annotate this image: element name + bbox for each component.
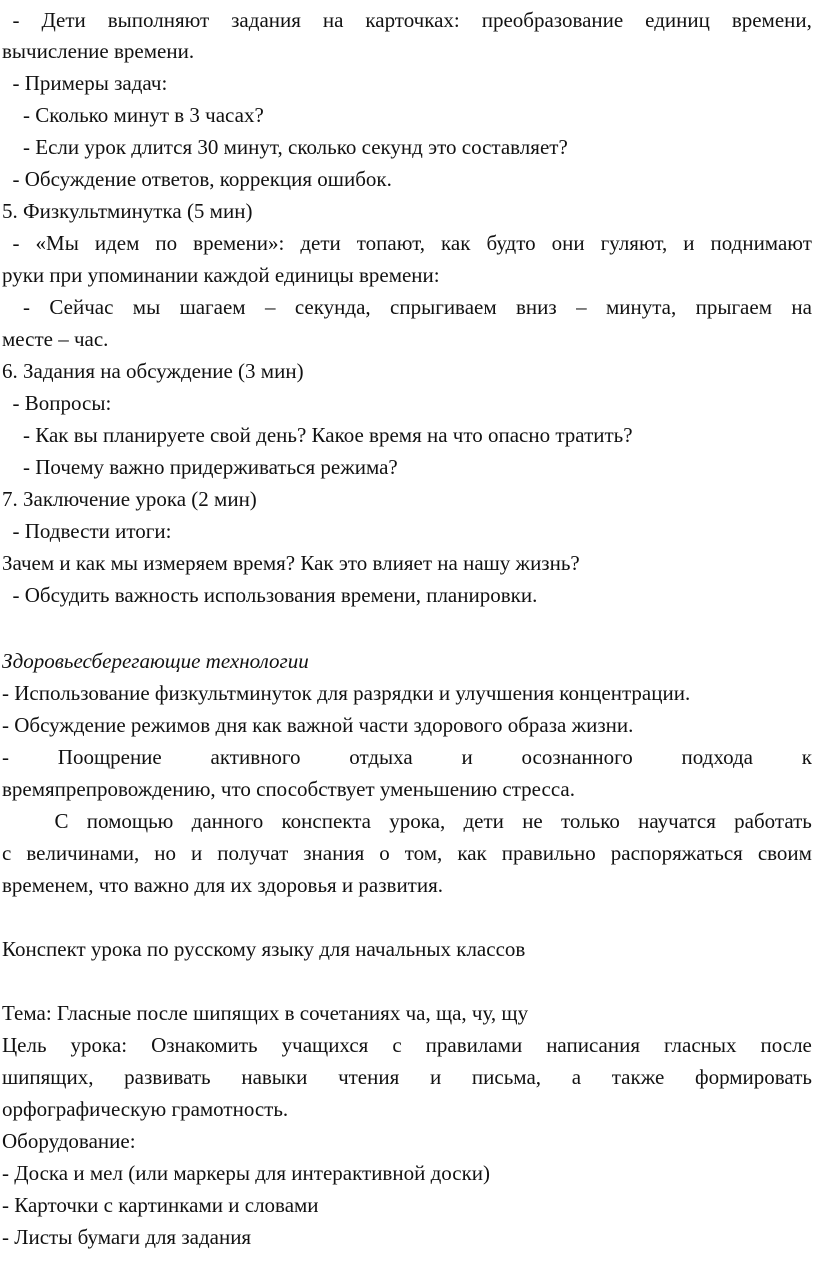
word: урока, <box>389 809 446 833</box>
word: активного <box>210 745 301 769</box>
text-line: - Подвести итоги: <box>2 519 172 543</box>
word: по <box>155 231 178 255</box>
text-line: - Использование физкультминуток для разрядки и улучшения концентрации. <box>2 681 691 705</box>
text-line <box>2 1030 812 1060</box>
word: прыгаем <box>695 295 772 319</box>
word: данного <box>191 809 264 833</box>
word: единиц <box>645 8 710 32</box>
word: шипящих, <box>2 1065 94 1089</box>
word: идем <box>94 231 140 255</box>
word: Сейчас <box>49 295 114 319</box>
word: на <box>322 8 344 32</box>
word: топают, <box>356 231 426 255</box>
text-line: - Как вы планируете свой день? Какое время на что опасно тратить? <box>2 423 633 447</box>
lesson-topic: Тема: Гласные после шипящих в сочетаниях ча, ща, чу, щу <box>2 1001 529 1025</box>
word: шагаем <box>179 295 246 319</box>
text-line: - Примеры задач: <box>2 71 168 95</box>
word: как <box>457 841 487 865</box>
word: правильно <box>501 841 596 865</box>
word: и <box>191 841 203 865</box>
text-line <box>2 228 812 258</box>
word: - <box>2 231 20 255</box>
word: они <box>551 231 585 255</box>
word: - <box>2 8 20 32</box>
word: времени, <box>731 8 812 32</box>
word: распоряжаться <box>610 841 743 865</box>
text-line: вычисление времени. <box>2 39 195 63</box>
list-item: - Доска и мел (или маркеры для интерактивной доски) <box>2 1161 491 1185</box>
word: и <box>683 231 695 255</box>
word: Дети <box>41 8 86 32</box>
word: на <box>791 295 812 319</box>
word: навыки <box>241 1065 308 1089</box>
word: правилами <box>425 1033 523 1057</box>
word: выполняют <box>107 8 210 32</box>
text-line <box>2 838 812 868</box>
word: написания <box>546 1033 640 1057</box>
text-line: временем, что важно для их здоровья и развития. <box>2 873 444 897</box>
text-line: - Обсудить важность использования времени, планировки. <box>2 583 538 607</box>
list-item: - Карточки с картинками и словами <box>2 1193 319 1217</box>
word: помощью <box>86 809 174 833</box>
word: конспекта <box>281 809 371 833</box>
word: о <box>379 841 390 865</box>
word: Цель <box>2 1033 47 1057</box>
word: гуляют, <box>600 231 668 255</box>
word: величинами, <box>26 841 140 865</box>
word: чтения <box>338 1065 400 1089</box>
word: с <box>2 841 12 865</box>
word: мы <box>132 295 161 319</box>
word: подхода <box>681 745 753 769</box>
word: вниз <box>516 295 557 319</box>
word: отдыха <box>349 745 413 769</box>
word: как <box>441 231 471 255</box>
word: С <box>2 809 69 833</box>
word: письма, <box>471 1065 542 1089</box>
word: секунда, <box>294 295 371 319</box>
word: осознанного <box>521 745 633 769</box>
word: Ознакомить <box>151 1033 258 1057</box>
word: а <box>571 1065 582 1089</box>
word: своим <box>757 841 812 865</box>
word: также <box>611 1065 665 1089</box>
word: спрыгиваем <box>390 295 497 319</box>
word: гласных <box>663 1033 737 1057</box>
text-line <box>2 742 812 772</box>
word: «Мы <box>35 231 79 255</box>
text-line: орфографическую грамотность. <box>2 1097 289 1121</box>
text-line <box>2 5 812 35</box>
word: - <box>2 295 30 319</box>
word: и <box>429 1065 442 1089</box>
list-item: - Листы бумаги для задания <box>2 1225 252 1249</box>
text-line: Оборудование: <box>2 1129 136 1153</box>
word: только <box>561 809 620 833</box>
text-line: - Если урок длится 30 минут, сколько секунд это составляет? <box>2 135 568 159</box>
word: будто <box>486 231 536 255</box>
word: не <box>522 809 543 833</box>
text-line <box>2 292 812 322</box>
word: научатся <box>638 809 716 833</box>
word: том, <box>404 841 443 865</box>
word: – <box>576 295 587 319</box>
word: развивать <box>124 1065 211 1089</box>
word: к <box>801 745 812 769</box>
text-line <box>2 1062 812 1092</box>
word: работать <box>734 809 812 833</box>
word: - <box>2 745 9 769</box>
document-title: Конспект урока по русскому языку для начальных классов <box>2 937 526 961</box>
word: Поощрение <box>57 745 162 769</box>
word: урока: <box>70 1033 128 1057</box>
text-line: месте – час. <box>2 327 109 351</box>
word: дети <box>300 231 341 255</box>
word: и <box>461 745 473 769</box>
word: с <box>392 1033 402 1057</box>
word: задания <box>231 8 301 32</box>
word: знания <box>303 841 365 865</box>
word: минута, <box>605 295 677 319</box>
section-heading: 6. Задания на обсуждение (3 мин) <box>2 359 304 383</box>
word: поднимают <box>710 231 812 255</box>
section-heading-italic: Здоровьесберегающие технологии <box>2 649 309 673</box>
word: учащихся <box>281 1033 369 1057</box>
text-line: руки при упоминании каждой единицы времени: <box>2 263 440 287</box>
text-line: - Вопросы: <box>2 391 112 415</box>
word: – <box>264 295 276 319</box>
text-line: Зачем и как мы измеряем время? Как это влияет на нашу жизнь? <box>2 551 580 575</box>
paragraph-first-line <box>2 806 812 836</box>
section-heading: 5. Физкультминутка (5 мин) <box>2 199 253 223</box>
word: формировать <box>694 1065 812 1089</box>
text-line: - Обсуждение ответов, коррекция ошибок. <box>2 167 392 191</box>
word: дети <box>463 809 504 833</box>
word: получат <box>217 841 289 865</box>
word: времени»: <box>193 231 285 255</box>
word: после <box>760 1033 812 1057</box>
word: карточках: <box>365 8 460 32</box>
text-line: - Сколько минут в 3 часах? <box>2 103 264 127</box>
text-line: - Почему важно придерживаться режима? <box>2 455 398 479</box>
text-line: времяпрепровождению, что способствует уменьшению стресса. <box>2 777 575 801</box>
word: но <box>154 841 177 865</box>
section-heading: 7. Заключение урока (2 мин) <box>2 487 257 511</box>
word: преобразование <box>481 8 624 32</box>
text-line: - Обсуждение режимов дня как важной части здорового образа жизни. <box>2 713 634 737</box>
